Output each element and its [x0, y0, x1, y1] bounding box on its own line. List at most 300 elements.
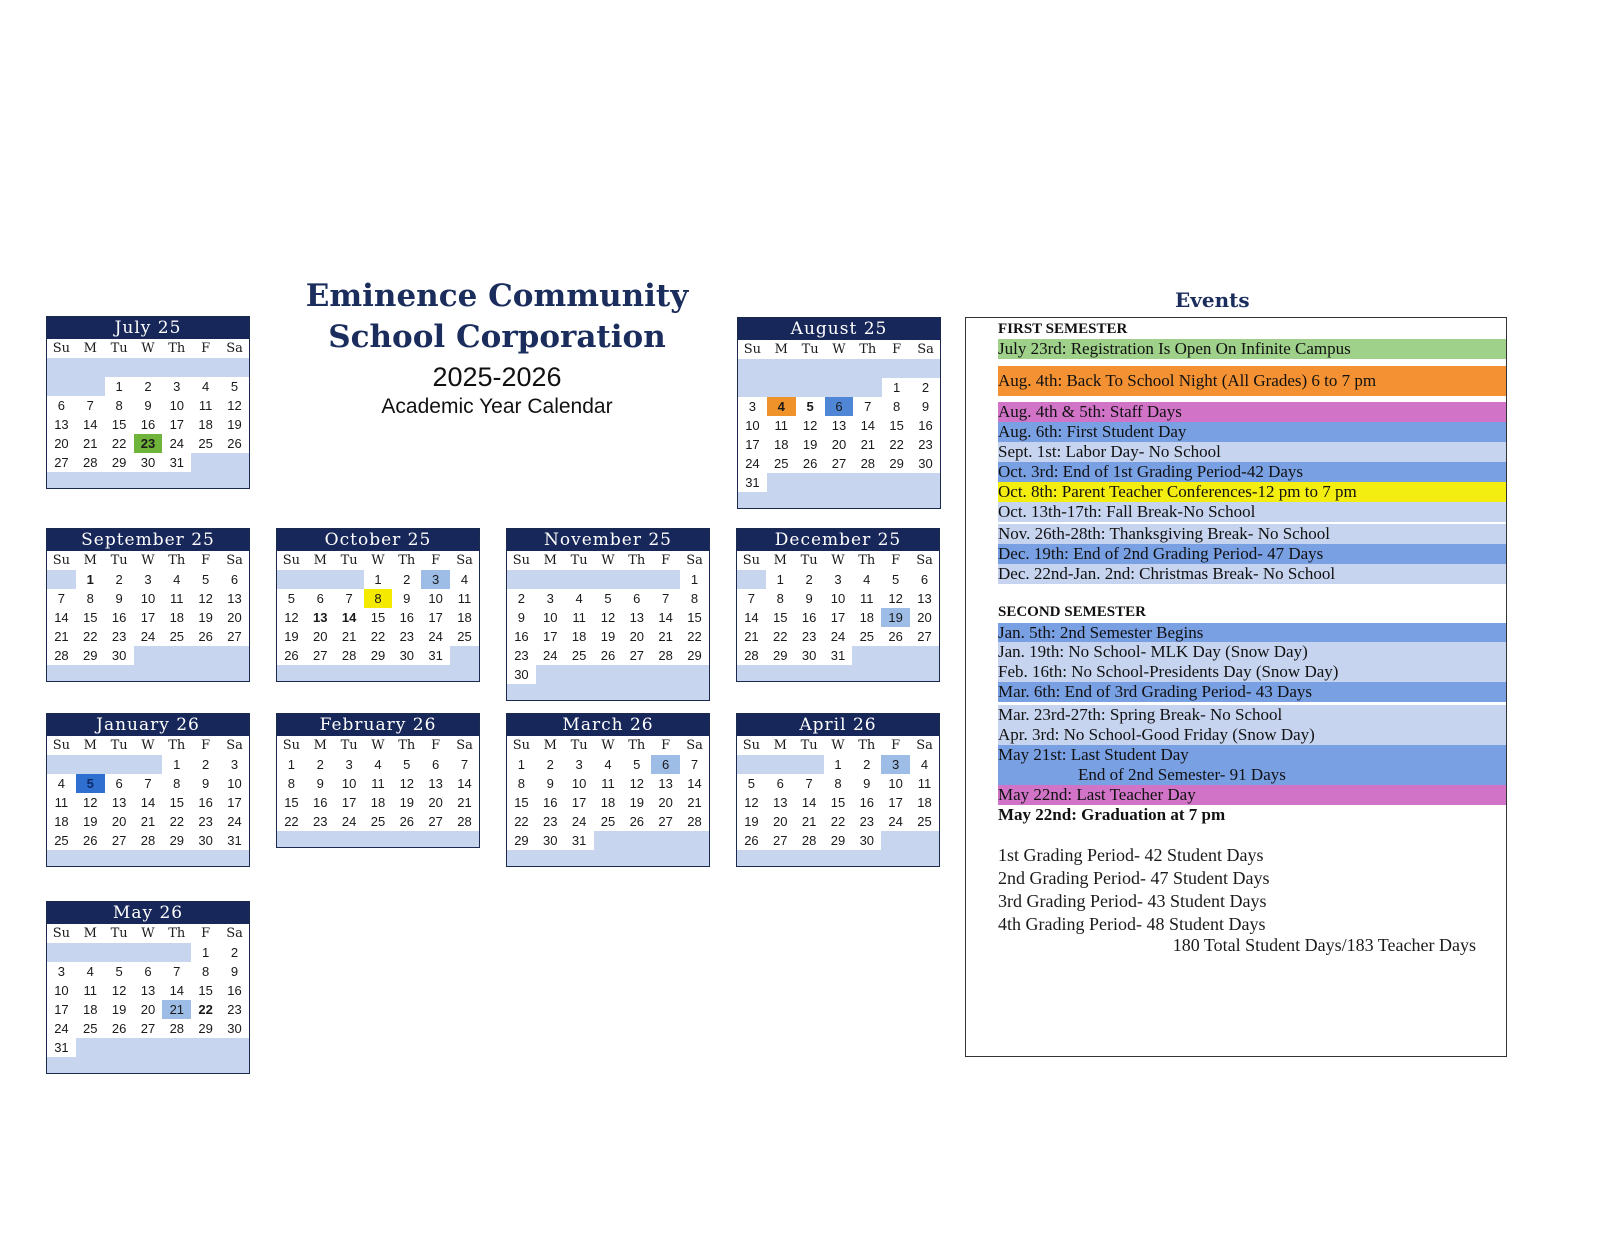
empty-day-cell [105, 755, 134, 774]
day-cell: 26 [744, 833, 759, 848]
day-cell: 29 [773, 648, 788, 663]
day-cell: 11 [457, 591, 472, 606]
day-cell: 21 [83, 436, 98, 451]
day-cell: 21 [140, 814, 156, 829]
empty-day-cell [162, 943, 191, 962]
day-cell: 8 [690, 591, 699, 606]
day-cell: 11 [371, 776, 385, 791]
empty-day-cell [881, 831, 910, 850]
day-cell: 2 [144, 379, 152, 394]
day-cell: 23 [111, 629, 127, 644]
day-cell: 4 [374, 757, 382, 772]
day-cell: 10 [227, 776, 242, 791]
weekday-label: W [832, 342, 846, 357]
day-cell: 8 [834, 776, 842, 791]
day-cell: 5 [892, 572, 900, 587]
district-name-line1: Eminence Community [305, 278, 689, 314]
day-cell: 16 [313, 795, 328, 810]
day-cell: 10 [341, 776, 357, 791]
day-cell: 1 [690, 572, 699, 587]
day-cell: 14 [54, 610, 69, 625]
day-cell: 31 [227, 833, 242, 848]
day-cell: 30 [543, 833, 558, 848]
day-cell: 29 [830, 833, 846, 848]
day-cell: 23 [918, 437, 933, 452]
empty-day-cell [134, 943, 163, 962]
day-cell: 27 [313, 648, 328, 663]
day-cell: 27 [773, 833, 788, 848]
month-september-25 [46, 528, 250, 682]
weekday-label: F [201, 738, 211, 753]
weekday-label: Sa [686, 553, 703, 568]
day-cell: 5 [604, 591, 612, 606]
day-cell: 25 [571, 648, 587, 663]
day-cell: 6 [230, 572, 239, 587]
empty-day-cell [134, 646, 163, 665]
day-cell: 22 [169, 814, 185, 829]
day-cell: 22 [111, 436, 127, 451]
grading-period-summary: 1st Grading Period- 42 Student Days [998, 845, 1264, 865]
month-header: May 26 [47, 902, 249, 924]
day-cell: 15 [370, 610, 386, 625]
day-cell: 26 [802, 456, 818, 471]
weekday-label: Th [398, 738, 416, 753]
day-cell: 4 [575, 591, 583, 606]
event-item: May 21st: Last Student Day [998, 745, 1506, 765]
day-cell: 23 [198, 814, 213, 829]
day-cell: 13 [313, 610, 328, 625]
day-cell: 22 [830, 814, 846, 829]
empty-day-cell [594, 831, 623, 850]
weekday-label: Th [859, 342, 877, 357]
day-cell: 14 [744, 610, 759, 625]
empty-day-cell [220, 358, 249, 377]
weekday-label: F [201, 341, 211, 356]
day-cell: 19 [802, 437, 818, 452]
day-cell: 16 [543, 795, 558, 810]
events-panel [965, 317, 1507, 1057]
day-cell: 19 [198, 610, 213, 625]
weekday-label: M [83, 738, 97, 753]
day-cell: 21 [162, 1000, 191, 1019]
day-cell: 2 [202, 757, 210, 772]
day-cell: 18 [83, 1002, 98, 1017]
event-item: Mar. 6th: End of 3rd Grading Period- 43 Days [998, 682, 1506, 702]
empty-day-cell [651, 570, 680, 589]
day-cell: 12 [600, 610, 616, 625]
day-cell: 14 [169, 983, 185, 998]
day-cell: 21 [54, 629, 69, 644]
day-cell: 29 [514, 833, 529, 848]
day-cell: 1 [202, 945, 210, 960]
day-cell: 3 [575, 757, 583, 772]
day-cell: 12 [284, 610, 299, 625]
day-cell: 11 [917, 776, 932, 791]
day-cell: 19 [881, 608, 910, 627]
day-cell: 2 [921, 380, 930, 395]
empty-day-cell [594, 665, 623, 684]
month-october-25 [276, 528, 480, 682]
day-cell: 17 [227, 795, 242, 810]
empty-day-cell [767, 473, 796, 492]
day-cell: 18 [457, 610, 472, 625]
event-item: Apr. 3rd: No School-Good Friday (Snow Day) [998, 725, 1506, 745]
day-cell: 2 [115, 572, 123, 587]
weekday-label: F [891, 553, 901, 568]
day-cell: 7 [747, 591, 756, 606]
day-cell: 5 [202, 572, 210, 587]
empty-day-cell [335, 570, 364, 589]
day-cell: 2 [805, 572, 813, 587]
month-footer-band [507, 684, 709, 700]
weekday-label: F [892, 342, 902, 357]
day-cell: 22 [83, 629, 98, 644]
weekday-label: W [831, 738, 845, 753]
day-cell: 29 [687, 648, 702, 663]
day-cell: 21 [801, 814, 817, 829]
month-may-26 [46, 901, 250, 1074]
month-header: August 25 [738, 318, 940, 340]
day-cell: 15 [169, 795, 185, 810]
empty-day-cell [536, 665, 565, 684]
event-item: Oct. 13th-17th: Fall Break-No School [998, 502, 1506, 522]
day-cell: 19 [227, 417, 242, 432]
empty-day-cell [306, 570, 335, 589]
day-cell: 5 [287, 591, 296, 606]
day-cell: 3 [57, 964, 66, 979]
day-cell: 17 [543, 629, 558, 644]
day-cell: 8 [202, 964, 210, 979]
second-semester-heading: SECOND SEMESTER [998, 604, 1146, 620]
empty-day-cell [450, 646, 479, 665]
day-cell: 13 [773, 795, 788, 810]
day-cell: 15 [889, 418, 904, 433]
day-cell: 18 [198, 417, 213, 432]
empty-day-cell [796, 473, 825, 492]
day-cell: 30 [514, 667, 529, 682]
day-cell: 10 [571, 776, 587, 791]
day-cell: 30 [399, 648, 415, 663]
day-cell: 9 [403, 591, 411, 606]
month-footer-band [277, 665, 479, 681]
day-cell: 28 [744, 648, 759, 663]
grading-period-summary: 2nd Grading Period- 47 Student Days [998, 868, 1270, 888]
day-cell: 13 [917, 591, 932, 606]
month-april-26 [736, 713, 940, 867]
day-cell: 4 [202, 379, 210, 394]
empty-day-cell [191, 358, 220, 377]
weekday-label: Su [282, 553, 301, 568]
event-item: Oct. 3rd: End of 1st Grading Period-42 Days [998, 462, 1506, 482]
empty-day-cell [796, 378, 825, 397]
day-cell: 28 [83, 455, 98, 470]
day-cell: 5 [115, 964, 123, 979]
day-cell: 14 [687, 776, 702, 791]
day-cell: 12 [888, 591, 903, 606]
day-cell: 31 [745, 475, 760, 490]
day-cell: 9 [863, 776, 871, 791]
month-july-25 [46, 316, 250, 489]
weekday-label: W [601, 553, 615, 568]
weekday-label: Su [743, 342, 762, 357]
day-cell: 23 [514, 648, 529, 663]
day-cell: 30 [801, 648, 817, 663]
day-cell: 14 [341, 610, 357, 625]
empty-day-cell [191, 1038, 220, 1057]
day-cell: 25 [917, 814, 932, 829]
month-footer-band [277, 831, 479, 847]
day-cell: 2 [316, 757, 324, 772]
day-cell: 19 [83, 814, 98, 829]
day-cell: 12 [227, 398, 242, 413]
day-cell: 8 [287, 776, 296, 791]
day-cell: 7 [690, 757, 699, 772]
empty-day-cell [737, 570, 766, 589]
day-cell: 14 [658, 610, 673, 625]
day-cell: 26 [284, 648, 299, 663]
day-cell: 29 [370, 648, 386, 663]
day-cell: 24 [745, 456, 760, 471]
day-cell: 6 [432, 757, 440, 772]
weekday-label: Tu [340, 738, 358, 753]
day-cell: 2 [403, 572, 411, 587]
month-march-26 [506, 713, 710, 867]
weekday-label: Th [858, 738, 876, 753]
day-cell: 2 [230, 945, 239, 960]
weekday-label: Th [858, 553, 876, 568]
weekday-label: F [661, 553, 671, 568]
day-cell: 1 [115, 379, 123, 394]
day-cell: 15 [83, 610, 98, 625]
weekday-label: W [141, 341, 155, 356]
empty-day-cell [536, 570, 565, 589]
month-footer-band [47, 1057, 249, 1073]
day-cell: 9 [230, 964, 239, 979]
weekday-label: W [601, 738, 615, 753]
day-cell: 9 [921, 399, 930, 414]
day-cell: 4 [920, 757, 929, 772]
day-cell: 23 [399, 629, 415, 644]
weekday-label: Su [742, 553, 761, 568]
event-item: May 22nd: Graduation at 7 pm [998, 805, 1226, 824]
empty-day-cell [47, 570, 76, 589]
empty-day-cell [76, 755, 105, 774]
event-item: Nov. 26th-28th: Thanksgiving Break- No School [998, 524, 1506, 544]
day-cell: 18 [571, 629, 587, 644]
weekday-label: Tu [800, 738, 818, 753]
empty-day-cell [220, 453, 249, 472]
weekday-label: M [773, 738, 787, 753]
day-cell: 4 [604, 757, 612, 772]
day-cell: 19 [284, 629, 299, 644]
empty-day-cell [881, 646, 910, 665]
day-cell: 25 [54, 833, 69, 848]
day-cell: 24 [227, 814, 242, 829]
day-cell: 21 [860, 437, 876, 452]
day-cell: 16 [111, 610, 127, 625]
day-cell: 12 [83, 795, 98, 810]
day-cell: 25 [83, 1021, 98, 1036]
day-cell: 11 [601, 776, 615, 791]
month-footer-band [47, 472, 249, 488]
day-cell: 13 [111, 795, 127, 810]
empty-day-cell [565, 665, 594, 684]
day-cell: 27 [831, 456, 847, 471]
day-cell: 7 [144, 776, 152, 791]
day-cell: 27 [227, 629, 242, 644]
empty-day-cell [76, 1038, 105, 1057]
weekday-label: Tu [110, 738, 128, 753]
event-item: Dec. 19th: End of 2nd Grading Period- 47 Days [998, 544, 1506, 564]
day-cell: 22 [370, 629, 386, 644]
day-cell: 24 [169, 436, 185, 451]
day-cell: 15 [687, 610, 702, 625]
day-cell: 4 [57, 776, 66, 791]
event-item: July 23rd: Registration Is Open On Infinite Campus [998, 339, 1506, 359]
event-item: Jan. 19th: No School- MLK Day (Snow Day) [998, 642, 1506, 662]
day-cell: 26 [111, 1021, 127, 1036]
day-cell: 25 [370, 814, 386, 829]
empty-day-cell [853, 473, 882, 492]
day-cell: 24 [830, 629, 846, 644]
day-cell: 20 [831, 437, 847, 452]
day-cell: 29 [83, 648, 98, 663]
month-january-26 [46, 713, 250, 867]
day-cell: 24 [543, 648, 558, 663]
day-cell: 19 [629, 795, 645, 810]
day-cell: 28 [140, 833, 156, 848]
day-cell: 23 [543, 814, 558, 829]
day-cell: 1 [86, 572, 94, 587]
day-cell: 19 [744, 814, 759, 829]
weekday-label: Su [52, 553, 71, 568]
day-cell: 13 [140, 983, 156, 998]
empty-day-cell [622, 831, 651, 850]
day-cell: 10 [428, 591, 443, 606]
day-cell: 11 [774, 418, 789, 433]
weekday-label: Sa [917, 342, 934, 357]
day-cell: 12 [111, 983, 127, 998]
weekday-label: F [661, 738, 671, 753]
empty-day-cell [162, 646, 191, 665]
district-name-line2: School Corporation [328, 319, 666, 355]
day-cell: 21 [687, 795, 702, 810]
empty-day-cell [277, 570, 306, 589]
day-cell: 31 [428, 648, 443, 663]
weekday-label: Sa [686, 738, 703, 753]
day-cell: 27 [917, 629, 932, 644]
day-cell: 17 [571, 795, 587, 810]
day-cell: 18 [600, 795, 616, 810]
day-cell: 4 [460, 572, 469, 587]
day-cell: 24 [888, 814, 903, 829]
weekday-label: M [774, 342, 788, 357]
day-cell: 21 [457, 795, 472, 810]
weekday-label: Tu [570, 553, 588, 568]
month-footer-band [507, 850, 709, 866]
weekday-label: M [83, 553, 97, 568]
day-cell: 26 [600, 648, 616, 663]
day-cell: 9 [144, 398, 152, 413]
day-cell: 3 [546, 591, 554, 606]
month-header: March 26 [507, 714, 709, 736]
day-cell: 5 [230, 379, 239, 394]
grading-period-summary: 3rd Grading Period- 43 Student Days [998, 891, 1267, 911]
day-cell: 17 [888, 795, 903, 810]
day-cell: 12 [399, 776, 415, 791]
day-cell: 26 [198, 629, 213, 644]
day-cell: 23 [313, 814, 328, 829]
day-cell: 27 [54, 455, 69, 470]
weekday-label: M [543, 553, 557, 568]
empty-day-cell [911, 359, 940, 378]
empty-day-cell [738, 378, 767, 397]
day-cell: 22 [284, 814, 299, 829]
day-cell: 6 [115, 776, 123, 791]
day-cell: 13 [428, 776, 443, 791]
day-cell: 30 [918, 456, 933, 471]
day-cell: 1 [776, 572, 784, 587]
empty-day-cell [162, 1038, 191, 1057]
weekday-label: F [891, 738, 901, 753]
event-item: Jan. 5th: 2nd Semester Begins [998, 623, 1506, 643]
day-cell: 18 [774, 437, 789, 452]
weekday-label: Sa [226, 738, 243, 753]
day-cell: 11 [83, 983, 98, 998]
empty-day-cell [76, 377, 105, 396]
weekday-label: Sa [916, 738, 933, 753]
day-cell: 1 [517, 757, 526, 772]
day-cell: 14 [860, 418, 876, 433]
day-cell: 6 [316, 591, 324, 606]
weekday-label: Su [52, 738, 71, 753]
weekday-label: Tu [110, 341, 128, 356]
day-cell: 6 [633, 591, 641, 606]
day-cell: 10 [543, 610, 558, 625]
day-cell: 25 [457, 629, 472, 644]
day-cell: 19 [111, 1002, 127, 1017]
weekday-label: W [371, 553, 385, 568]
empty-day-cell [220, 1038, 249, 1057]
day-cell: 5 [806, 399, 814, 414]
day-cell: 29 [198, 1021, 213, 1036]
day-cell: 18 [917, 795, 932, 810]
day-cell: 7 [460, 757, 469, 772]
day-cell: 3 [230, 757, 239, 772]
weekday-label: M [773, 553, 787, 568]
empty-day-cell [767, 359, 796, 378]
day-cell: 26 [888, 629, 903, 644]
event-item: Feb. 16th: No School-Presidents Day (Snow Day) [998, 662, 1506, 682]
event-item: Sept. 1st: Labor Day- No School [998, 442, 1506, 462]
day-cell: 17 [140, 610, 156, 625]
empty-day-cell [767, 378, 796, 397]
day-cell: 13 [54, 417, 69, 432]
empty-day-cell [680, 831, 709, 850]
day-cell: 11 [170, 591, 184, 606]
day-cell: 20 [111, 814, 127, 829]
event-item: May 22nd: Last Teacher Day [998, 785, 1506, 805]
calendar-title-block [292, 276, 702, 420]
weekday-label: W [371, 738, 385, 753]
day-cell: 28 [54, 648, 69, 663]
day-cell: 20 [428, 795, 443, 810]
day-cell: 28 [341, 648, 357, 663]
day-cell: 4 [173, 572, 181, 587]
weekday-label: Tu [110, 553, 128, 568]
day-cell: 4 [767, 397, 796, 416]
weekday-label: F [431, 553, 441, 568]
